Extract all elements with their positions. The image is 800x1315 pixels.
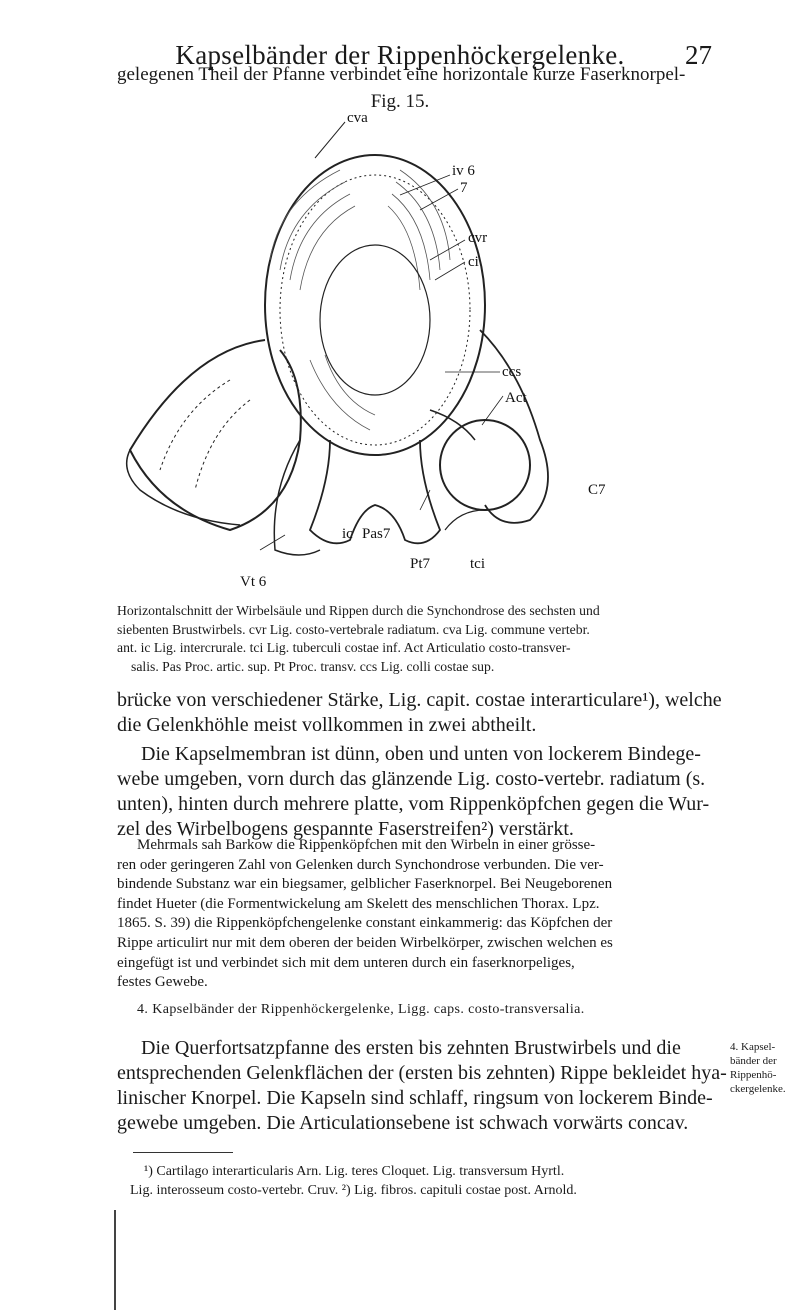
label-pt7: Pt7 — [410, 556, 431, 572]
caption-line: siebenten Brustwirbels. cvr Lig. costo-vertebrale radiatum. cva Lig. commune vertebr. — [117, 621, 590, 637]
text-line: unten), hinten durch mehrere platte, vom Rippenköpfchen gegen die Wur- — [117, 793, 710, 815]
text-line: Rippe articulirt nur mit dem oberen der beiden Wirbelkörper, zwischen welchen es — [117, 934, 613, 951]
paragraph-1 — [117, 688, 722, 738]
caption-line: salis. Pas Proc. artic. sup. Pt Proc. transv. ccs Lig. colli costae sup. — [131, 658, 495, 674]
label-ic: ic — [342, 526, 353, 542]
figure-drawing — [127, 122, 548, 555]
figure-label: Fig. 15. — [370, 91, 430, 112]
text-line: brücke von verschiedener Stärke, Lig. capit. costae interarticulare¹), welche — [117, 689, 722, 711]
text-line: eingefügt ist und verbindet sich mit dem unteren durch ein faserknorpeliges, — [117, 954, 575, 971]
label-pas7: Pas7 — [362, 526, 391, 542]
small-print-paragraph — [117, 836, 613, 993]
label-tci: tci — [470, 556, 485, 572]
footnote-1: ¹) Cartilago interarticularis Arn. Lig. teres Cloquet. Lig. transversum Hyrtl. — [144, 1164, 565, 1179]
label-cva: cva — [347, 110, 368, 126]
caption-line: ant. ic Lig. intercrurale. tci Lig. tuberculi costae inf. Act Articulatio costo-transver- — [117, 640, 571, 655]
left-edge-rule — [114, 1210, 116, 1310]
paragraph-2 — [117, 742, 709, 842]
text-line: gewebe umgeben. Die Articulationsebene ist schwach vorwärts concav. — [117, 1112, 689, 1134]
section-paragraph — [117, 1036, 727, 1136]
label-vt6: Vt 6 — [240, 574, 267, 590]
label-cvr: cvr — [468, 230, 488, 246]
label-iv6: iv 6 — [452, 163, 475, 179]
footnote-rule — [133, 1152, 233, 1153]
page-number: 27 — [685, 40, 712, 70]
text-line: ren oder geringeren Zahl von Gelenken durch Synchondrose verbunden. Die ver- — [117, 856, 604, 873]
text-line: webe umgeben, vorn durch das glänzende Lig. costo-vertebr. radiatum (s. — [117, 768, 706, 790]
label-ccs: ccs — [502, 364, 522, 380]
text-line: zel des Wirbelbogens gespannte Faserstreifen²) verstärkt. — [117, 818, 574, 840]
text-line: linischer Knorpel. Die Kapseln sind schlaff, ringsum von lockerem Binde- — [117, 1087, 713, 1109]
text-line: festes Gewebe. — [117, 974, 208, 991]
label-c7: C7 — [588, 482, 606, 498]
caption-line: Horizontalschnitt der Wirbelsäule und Rippen durch die Synchondrose des sechsten und — [117, 603, 600, 618]
intro-line: gelegenen Theil der Pfanne verbindet eine horizontale kurze Faserknorpel- — [117, 64, 686, 85]
text-line: findet Hueter (die Formentwickelung am Skelett des menschlichen Thorax. Lpz. — [117, 895, 600, 912]
anatomical-figure — [100, 110, 680, 590]
figure-caption — [117, 602, 722, 676]
label-ci: ci — [468, 254, 479, 270]
label-7: 7 — [460, 180, 468, 196]
footnotes — [130, 1162, 577, 1200]
text-line: Die Kapselmembran ist dünn, oben und unten von lockerem Bindege- — [141, 743, 701, 765]
text-line: 1865. S. 39) die Rippenköpfchengelenke constant einkammerig: das Köpfchen der — [117, 915, 613, 932]
footnote-2: Lig. interosseum costo-vertebr. Cruv. ²) Lig. fibros. capituli costae post. Arnold. — [130, 1183, 577, 1198]
section-heading: 4. Kapselbänder der Rippenhöckergelenke, Ligg. caps. costo-transversalia. — [137, 1002, 585, 1017]
text-line: Die Querfortsatzpfanne des ersten bis zehnten Brustwirbels und die — [141, 1037, 681, 1059]
running-header: Kapselbänder der Rippenhöckergelenke. — [175, 40, 625, 70]
label-act: Act — [505, 390, 527, 406]
text-line: Mehrmals sah Barkow die Rippenköpfchen mit den Wirbeln in einer grösse- — [137, 837, 596, 853]
text-line: entsprechenden Gelenkflächen der (ersten bis zehnten) Rippe bekleidet hya- — [117, 1062, 727, 1084]
text-line: die Gelenkhöhle meist vollkommen in zwei abtheilt. — [117, 714, 537, 736]
margin-note: 4. Kapsel-bänder der Rippenhö-ckergelenke. — [730, 1041, 786, 1095]
text-line: bindende Substanz war ein biegsamer, gelblicher Faserknorpel. Bei Neugeborenen — [117, 876, 613, 893]
